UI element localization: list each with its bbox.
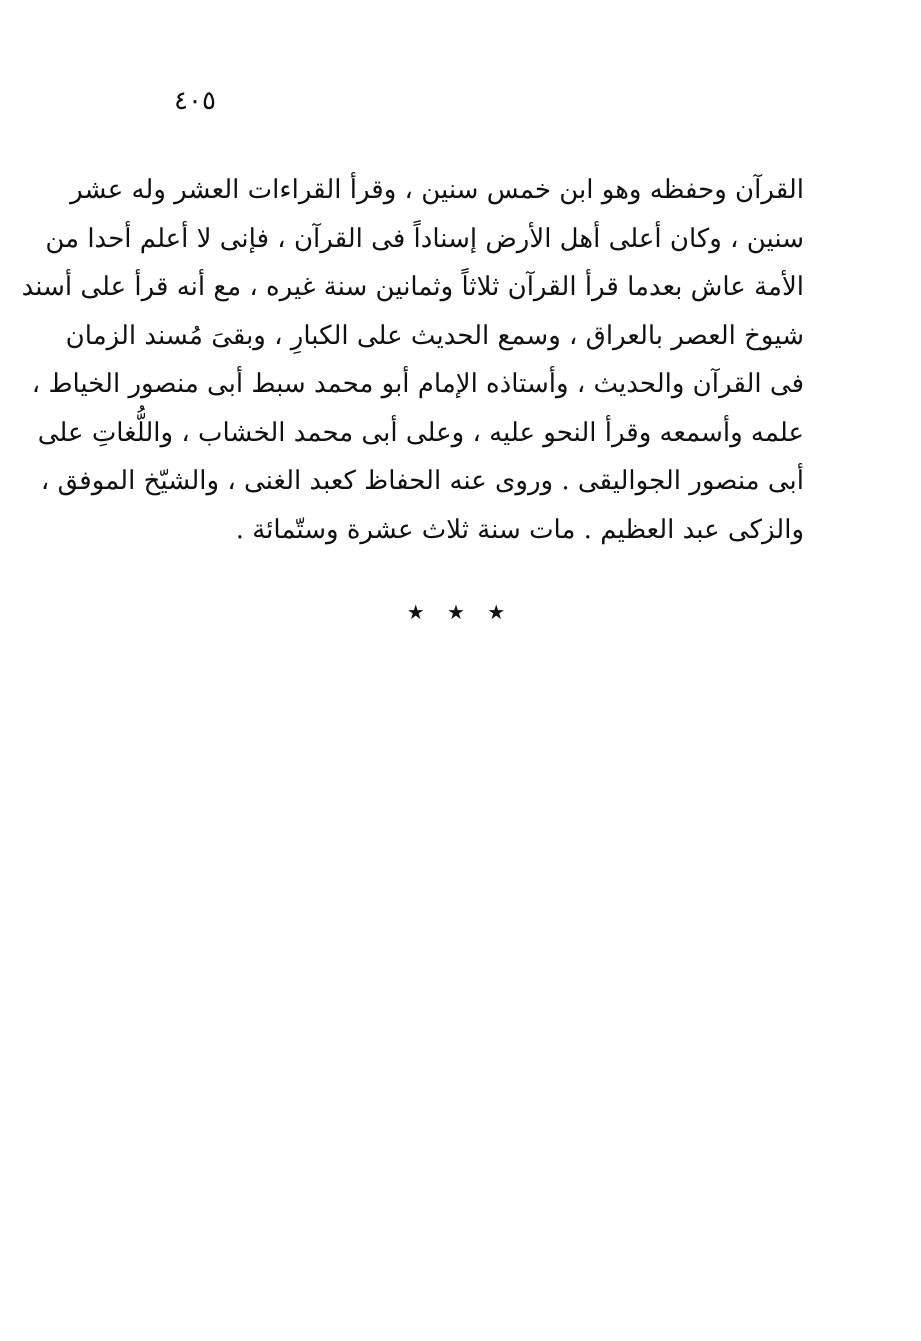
text-line-4: شيوخ العصر بالعراق ، وسمع الحديث على الكبارِ ، وبقىَ مُسند الزمان [65, 320, 804, 351]
text-line-3: الأمة عاش بعدما قرأ القرآن ثلاثاً وثمانين سنة غيره ، مع أنه قرأ على أسند [21, 272, 804, 302]
page-number: ٤٠٥ [174, 86, 216, 116]
text-line-8: والزكى عبد العظيم . مات سنة ثلاث عشرة وستّمائة . [235, 514, 804, 545]
section-separator: ★ ★ ★ [406, 600, 514, 624]
text-line-2: سنين ، وكان أعلى أهل الأرض إسناداً فى القرآن ، فإنى لا أعلم أحدا من [45, 223, 804, 254]
text-line-6: علمه وأسمعه وقرأ النحو عليه ، وعلى أبى محمد الخشاب ، واللُّغاتِ على [37, 417, 804, 448]
text-line-5: فى القرآن والحديث ، وأستاذه الإمام أبو محمد سبط أبى منصور الخياط ، [31, 369, 804, 399]
text-line-7: أبى منصور الجواليقى . وروى عنه الحفاظ كعبد الغنى ، والشيّخ الموفق ، [40, 466, 804, 496]
text-line-1: القرآن وحفظه وهو ابن خمس سنين ، وقرأ القراءات العشر وله عشر [70, 175, 804, 205]
body-text [21, 166, 804, 554]
